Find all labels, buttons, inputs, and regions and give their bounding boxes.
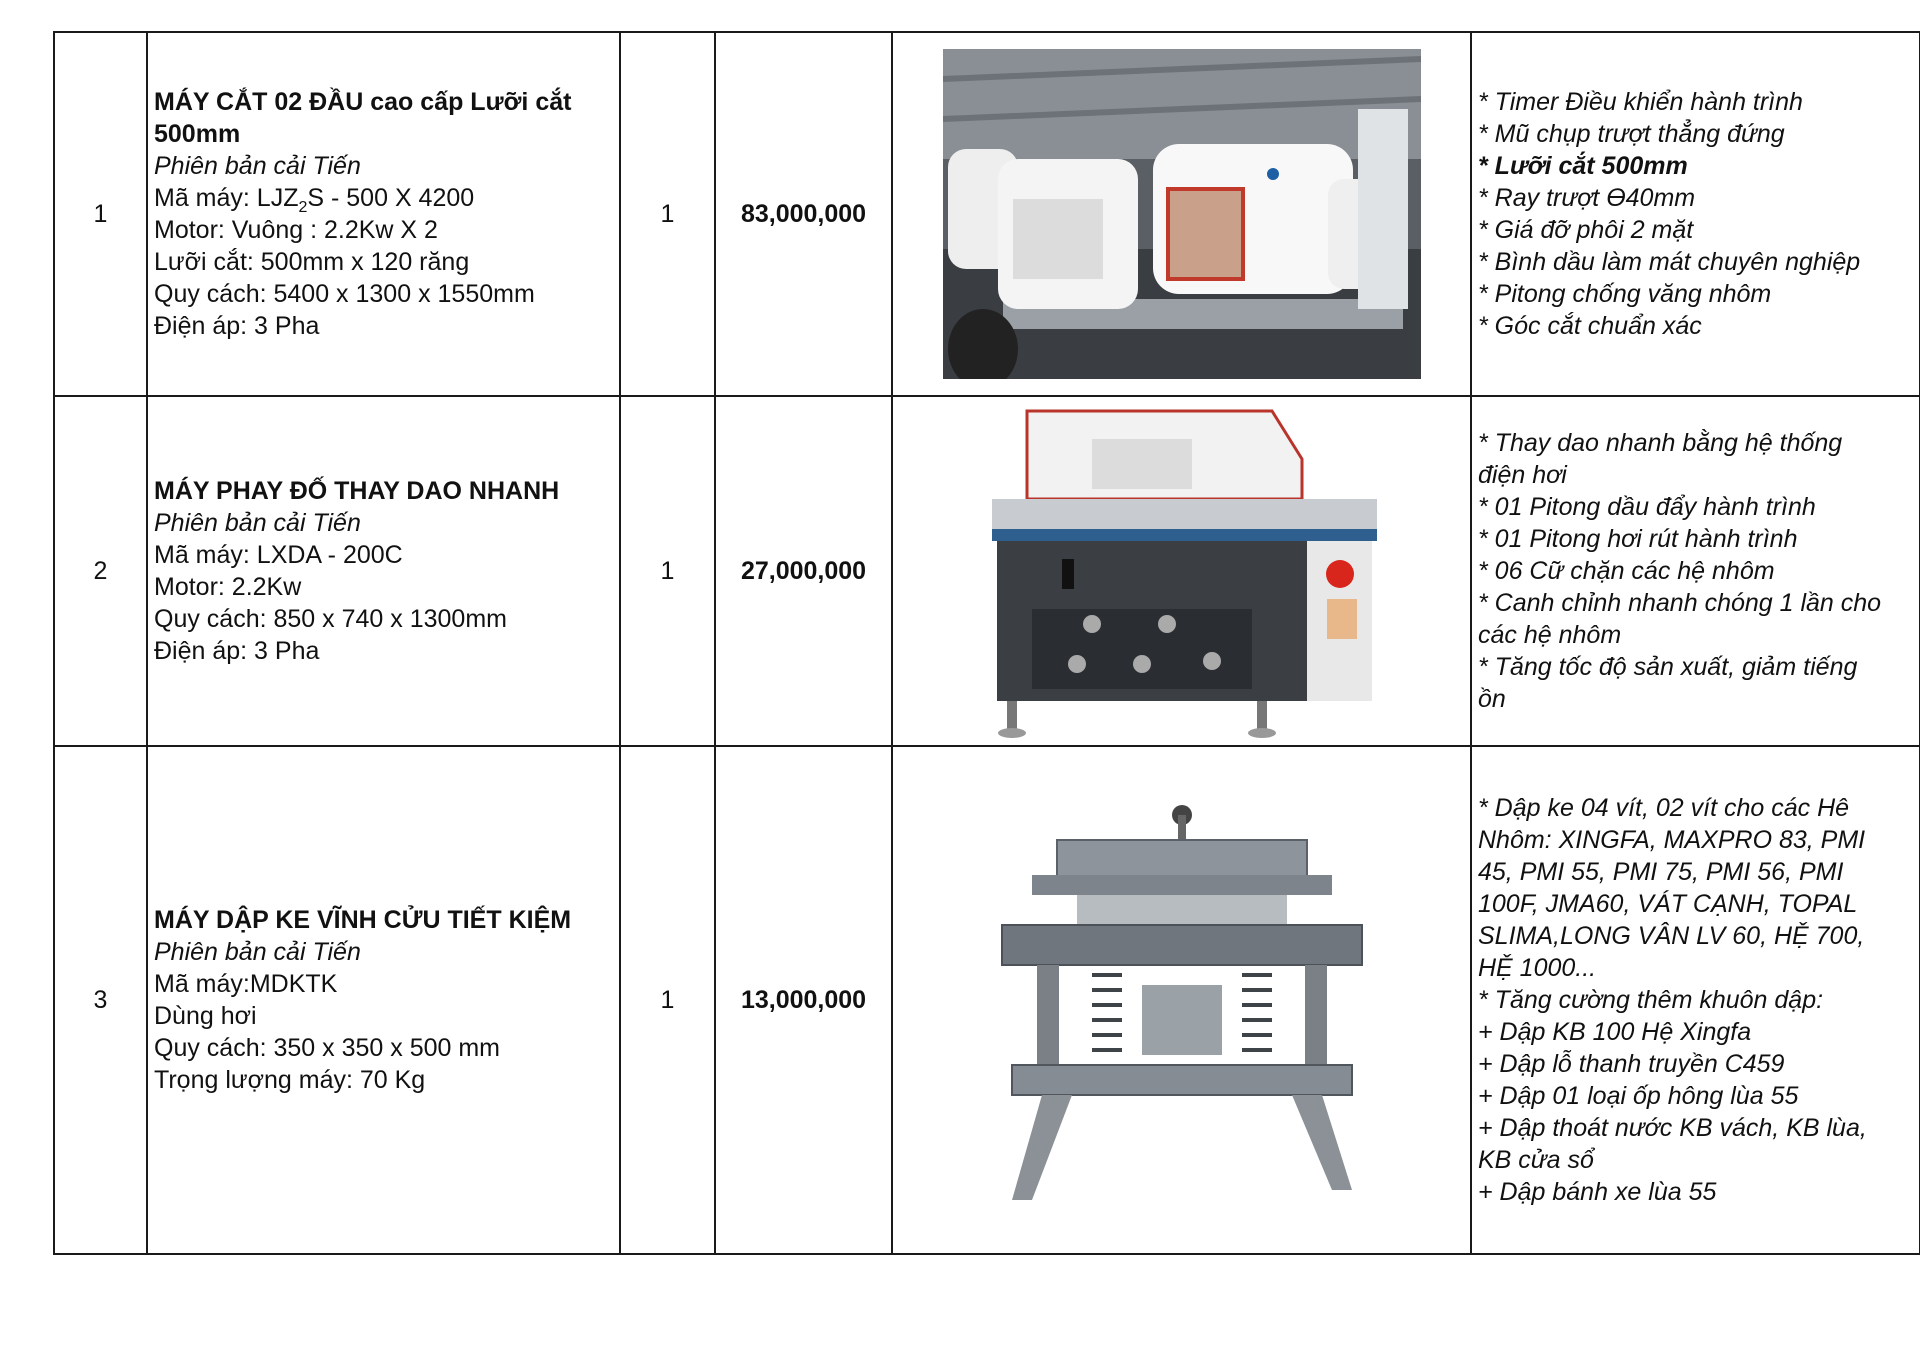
price-table (53, 31, 1920, 1255)
feature-item: * 01 Pitong hơi rút hành trình (1478, 525, 1798, 553)
product-version: Phiên bản cải Tiến (154, 938, 361, 966)
product-size: Quy cách: 350 x 350 x 500 mm (154, 1034, 501, 1062)
product-version: Phiên bản cải Tiến (154, 152, 361, 180)
table-row (54, 32, 1920, 396)
product-features (1471, 32, 1920, 396)
price: 13,000,000 (715, 746, 892, 1254)
product-name: MÁY PHAY ĐỐ THAY DAO NHANH (154, 477, 560, 505)
feature-item: * Dập ke 04 vít, 02 vít cho các Hê (1478, 794, 1850, 822)
feature-item: + Dập lỗ thanh truyền C459 (1478, 1050, 1785, 1078)
price: 83,000,000 (715, 32, 892, 396)
product-model: Mã máy:MDKTK (154, 970, 338, 998)
feature-item: * Góc cắt chuẩn xác (1478, 312, 1702, 340)
product-voltage: Điện áp: 3 Pha (154, 637, 320, 665)
double-head-saw-photo (943, 49, 1421, 379)
feature-item: * Thay dao nhanh bằng hệ thống (1478, 429, 1843, 457)
feature-item: 45, PMI 55, PMI 75, PMI 56, PMI (1478, 858, 1844, 886)
product-weight: Trọng lượng máy: 70 Kg (154, 1066, 426, 1094)
feature-item: * Lưỡi cắt 500mm (1478, 152, 1688, 180)
product-motor: Motor: 2.2Kw (154, 573, 302, 601)
feature-item: * Ray trượt Ө40mm (1478, 184, 1696, 212)
product-motor: Motor: Vuông : 2.2Kw X 2 (154, 216, 438, 244)
feature-item: * 06 Cữ chặn các hệ nhôm (1478, 557, 1775, 585)
feature-item: * Tăng tốc độ sản xuất, giảm tiếng (1478, 653, 1858, 681)
feature-item: + Dập bánh xe lùa 55 (1478, 1178, 1717, 1206)
row-number: 2 (54, 396, 147, 746)
row-number: 1 (54, 32, 147, 396)
product-image-cell (892, 396, 1471, 746)
feature-item: SLIMA,LONG VÂN LV 60, HỆ 700, (1478, 922, 1865, 950)
feature-item: HỆ 1000... (1478, 954, 1597, 982)
product-features (1471, 746, 1920, 1254)
product-model: Mã máy: LXDA - 200C (154, 541, 403, 569)
feature-item: ồn (1478, 685, 1506, 713)
price: 27,000,000 (715, 396, 892, 746)
feature-item: * Tăng cường thêm khuôn dập: (1478, 986, 1824, 1014)
feature-item: + Dập thoát nước KB vách, KB lùa, (1478, 1114, 1867, 1142)
product-size: Quy cách: 5400 x 1300 x 1550mm (154, 280, 535, 308)
product-image-cell (892, 32, 1471, 396)
milling-machine-photo (972, 399, 1392, 743)
quantity: 1 (620, 396, 715, 746)
row-number: 3 (54, 746, 147, 1254)
product-size: Quy cách: 850 x 740 x 1300mm (154, 605, 507, 633)
product-name: MÁY CẮT 02 ĐẦU cao cấp Lưỡi cắt 500mm (154, 88, 572, 148)
feature-item: * Mũ chụp trượt thẳng đứng (1478, 120, 1785, 148)
product-version: Phiên bản cải Tiến (154, 509, 361, 537)
feature-item: + Dập KB 100 Hệ Xingfa (1478, 1018, 1752, 1046)
feature-item: * Pitong chống văng nhôm (1478, 280, 1772, 308)
product-features (1471, 396, 1920, 746)
feature-item: * Timer Điều khiển hành trình (1478, 88, 1803, 116)
feature-item: * 01 Pitong dầu đẩy hành trình (1478, 493, 1816, 521)
feature-item: KB cửa sổ (1478, 1146, 1594, 1174)
feature-item: Nhôm: XINGFA, MAXPRO 83, PMI (1478, 826, 1866, 854)
feature-item: * Bình dầu làm mát chuyên nghiệp (1478, 248, 1861, 276)
feature-item: các hệ nhôm (1478, 621, 1622, 649)
product-description (147, 32, 620, 396)
table-row (54, 746, 1920, 1254)
feature-item: điện hơi (1478, 461, 1567, 489)
feature-item: + Dập 01 loại ốp hông lùa 55 (1478, 1082, 1799, 1110)
feature-item: 100F, JMA60, VÁT CẠNH, TOPAL (1478, 890, 1858, 918)
product-name: MÁY DẬP KE VĨNH CỬU TIẾT KIỆM (154, 906, 572, 934)
product-image-cell (892, 746, 1471, 1254)
corner-crimping-press-photo (982, 795, 1382, 1205)
feature-item: * Canh chỉnh nhanh chóng 1 lần cho (1478, 589, 1882, 617)
product-power: Dùng hơi (154, 1002, 257, 1030)
table-row (54, 396, 1920, 746)
quantity: 1 (620, 746, 715, 1254)
product-blade: Lưỡi cắt: 500mm x 120 răng (154, 248, 470, 276)
quantity: 1 (620, 32, 715, 396)
product-description (147, 396, 620, 746)
product-description (147, 746, 620, 1254)
feature-item: * Giá đỡ phôi 2 mặt (1478, 216, 1694, 244)
product-voltage: Điện áp: 3 Pha (154, 312, 320, 340)
product-model: Mã máy: $LJZ_2S - 500$ X 4200 (154, 184, 475, 216)
